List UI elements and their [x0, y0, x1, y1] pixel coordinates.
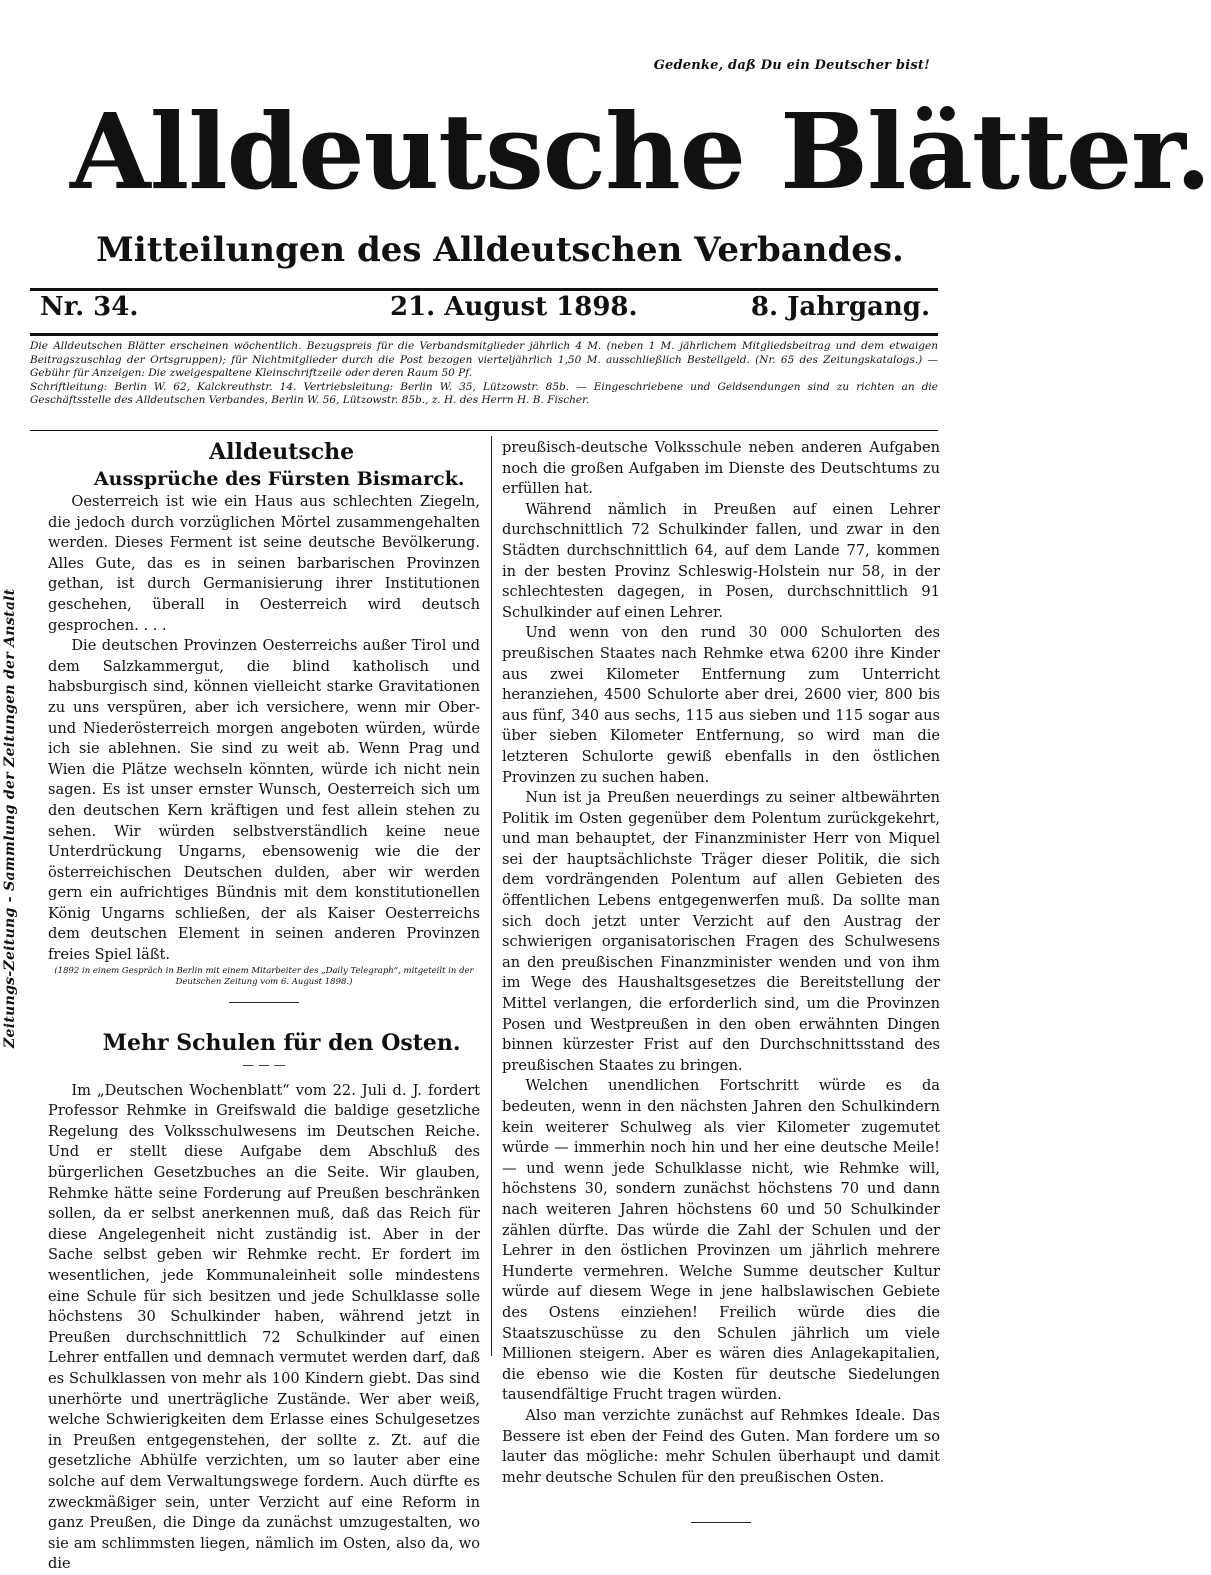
article2-paragraph-1-continued: preußisch-deutsche Volksschule neben anderen Aufgaben noch die großen Aufgaben im Dienste des Deutschtums zu erfüllen hat.: [502, 439, 940, 498]
article1-paragraph-2: Die deutschen Provinzen Oesterreichs außer Tirol und dem Salzkammergut, die blind katholisch und habsburgisch sind, können vielleicht starke Gravitationen zu uns verspüren, aber ich versichere, wenn mir Ober- und Niederösterreich morgen angeboten würden, würde ich sie ablehnen. Sie sind zu weit ab. Wenn Prag und Wien die Plätze wechseln könnten, würde ich nicht nein sagen. Es ist unser ernster Wunsch, Oesterreich sich um den deutschen Kern kräftigen und fest allein stehen zu sehen. Wir würden selbstverständlich keine neue Unterdrückung Ungarns, ebensowenig wie die der österreichischen Deutschen dulden, aber wir werden gern ein aufrichtiges Bündnis mit dem konstitutionellen König Ungarns schließen, der als Kaiser Oesterreichs dem deutschen Element in seinen anderen Provinzen freies Spiel läßt.: [48, 637, 480, 964]
issue-number: Nr. 34.: [40, 292, 139, 322]
article2-paragraph-4: Nun ist ja Preußen neuerdings zu seiner altbewährten Politik im Osten gegenüber dem Polentum zurückgekehrt, und man behauptet, der Finanzminister Herr von Miquel sei der hauptsächlichste Träger dieser Politik, die sich dem vordrängenden Polentum auf allen Gebieten des öffentlichen Lebens entgegenwerfen muß. Da sollte man sich doch jetzt unter Verzicht auf den Austrag der schwierigen organisatorischen Fragen des Schulwesens an den preußischen Finanzminister wenden und von ihm im Wege des Haushaltsgesetzes die Bereitstellung der Mittel verlangen, die erforderlich sind, um die Provinzen Posen und Westpreußen in den oben erwähnten Dingen binnen kürzester Frist auf den Durchschnittsstand des preußischen Staates zu bringen.: [502, 789, 940, 1074]
article2-paragraph-1: Im „Deutschen Wochenblatt“ vom 22. Juli d. J. fordert Professor Rehmke in Greifswald die baldige gesetzliche Regelung des Volksschulwesens im Deutschen Reiche. Und er stellt diese Aufgabe dem Abschluß des bürgerlichen Gesetzbuches an die Seite. Wir glauben, Rehmke hätte seine Forderung auf Preußen beschränken sollen, da er selbst anerkennen muß, daß das Reich für diese Angelegenheit nicht zuständig ist. Aber in der Sache selbst geben wir Rehmke recht. Er fordert im wesentlichen, jede Kommunaleinheit solle mindestens eine Schule für sich besitzen und jede Schulklasse solle höchstens 30 Schulkinder haben, während jetzt in Preußen durchschnittlich 72 Schulkinder auf einen Lehrer entfallen und demnach vermutet werden darf, daß es Schulklassen von mehr als 100 Kindern giebt. Das sind unerhörte und unerträgliche Zustände. Wer aber weiß, welche Schwierigkeiten dem Erlasse eines Schulgesetzes in Preußen entgegenstehen, der sollte z. Zt. auf die gesetzliche Abhülfe verzichten, um so lauter aber eine solche auf dem Verwaltungswege fordern. Auch dürfte es zweckmäßiger sein, unter Verzicht auf eine Reform in ganz Preußen, die Dinge da zunächst umzugestalten, wo sie am schlimmsten liegen, nämlich im Osten, also da, wo die: [48, 1081, 480, 1573]
article2-paragraph-3: Und wenn von den rund 30 000 Schulorten des preußischen Staates nach Rehmke etwa 6200 ihre Kinder aus zwei Kilometer Entfernung zum Unterricht heranziehen, 4500 Schulorte aber drei, 2600 vier, 800 bis aus fünf, 340 aus sechs, 115 aus sieben und 115 sogar aus über sieben Kilometer Entfernung, so wird man die letzteren Schulorte gewiß ebenfalls in den östlichen Provinzen zu suchen haben.: [502, 624, 940, 786]
article2-paragraph-6: Also man verzichte zunächst auf Rehmkes Ideale. Das Bessere ist eben der Feind des Guten. Man fordere um so lauter das mögliche: mehr Schulen überhaupt und damit mehr deutsche Schulen für den preußischen Osten.: [502, 1406, 940, 1486]
issue-date: 21. August 1898.: [390, 292, 638, 322]
article-end-rule: [691, 1522, 751, 1523]
article2-paragraph-2: Während nämlich in Preußen auf einen Lehrer durchschnittlich 72 Schulkinder fallen, und zwar in den Städten durchschnittlich 64, auf dem Lande 77, kommen in der besten Provinz Schleswig-Holstein nur 58, in der schlechtesten dagegen, in Posen, durchschnittlich 91 Schulkinder auf einen Lehrer.: [502, 500, 940, 621]
masthead-subtitle: Mitteilungen des Alldeutschen Verbandes.: [96, 230, 904, 270]
margin-note: Zeitungs-Zeitung - Sammlung der Zeitungen der Anstalt: [2, 588, 18, 1048]
rule-under-notice: [30, 430, 938, 431]
article1-title-line1: Alldeutsche: [209, 439, 355, 465]
rule-under-issue: [30, 333, 938, 336]
masthead-title: Alldeutsche Blätter.: [70, 90, 1211, 213]
issue-volume: 8. Jahrgang.: [750, 292, 930, 322]
article1-title-line2: Aussprüche des Fürsten Bismarck.: [93, 468, 465, 490]
subscription-notice: [30, 340, 938, 408]
article2-title: Mehr Schulen für den Osten.: [102, 1029, 461, 1056]
notice-line-1: Die Alldeutschen Blätter erscheinen wöchentlich. Bezugspreis für die Verbandsmitglieder jährlich 4 M. (neben 1 M. jährlichem Mitgliedsbeitrag und dem etwaigen Beitragszuschlag der Ortsgruppen); für Nichtmitglieder durch die Post bezogen vierteljährlich 1,50 M. ausschließlich Bestellgeld. (Nr. 65 des Zeitungskatalogs.) — Gebühr für Anzeigen: Die zweigespaltene Kleinschriftzeile oder deren Raum 50 Pf.: [30, 340, 938, 379]
rule-top: [30, 288, 938, 291]
article1-source: (1892 in einem Gespräch in Berlin mit einem Mitarbeiter des „Daily Telegraph“, mitgeteilt in der Deutschen Zeitung vom 6. August 1898.): [54, 965, 474, 987]
column-divider: [491, 436, 492, 1356]
notice-line-2: Schriftleitung: Berlin W. 62, Kalckreuthstr. 14. Vertriebsleitung: Berlin W. 35, Lützowstr. 85b. — Eingeschriebene und Geldsendungen sind zu richten an die Geschäftsstelle des Alldeutschen Verbandes, Berlin W. 56, Lützowstr. 85b., z. H. des Herrn H. B. Fischer.: [30, 380, 938, 406]
column-left: [48, 438, 480, 1575]
motto: Gedenke, daß Du ein Deutscher bist!: [653, 58, 930, 73]
column-right: [502, 438, 940, 1523]
article-separator: [229, 1002, 299, 1003]
article1-paragraph-1: Oesterreich ist wie ein Haus aus schlechten Ziegeln, die jedoch durch vorzüglichen Mörtel zusammengehalten werden. Dieses Ferment ist seine deutsche Bevölkerung. Alles Gute, das es in seinen barbarischen Provinzen gethan, ist durch Germanisierung ihrer Institutionen geschehen, überall in Oesterreich wird deutsch gesprochen. . . .: [48, 493, 480, 634]
issue-line: [40, 292, 930, 332]
article2-title-dash: — — —: [242, 1057, 286, 1072]
article2-paragraph-5: Welchen unendlichen Fortschritt würde es da bedeuten, wenn in den nächsten Jahren den Schulkindern kein weiterer Schulweg als vier Kilometer zugemutet würde — immerhin noch hin und her eine deutsche Meile! — und wenn jede Schulklasse nicht, wie Rehmke will, höchstens 30, sondern zunächst höchstens 70 und dann nach weiteren Jahren höchstens 60 und 50 Schulkinder zählen dürfte. Das würde die Zahl der Schulen und der Lehrer in den östlichen Provinzen um jährlich mehrere Hunderte vermehren. Welche Summe deutscher Kultur würde auf diesem Wege in jene halbslawischen Gebiete des Ostens einziehen! Freilich würde dies die Staatszuschüsse zu den Schulen jährlich um viele Millionen steigern. Aber es wären dies Anlagekapitalien, die ebenso wie die Kosten für deutsche Siedelungen tausendfältige Frucht tragen würden.: [502, 1077, 940, 1404]
